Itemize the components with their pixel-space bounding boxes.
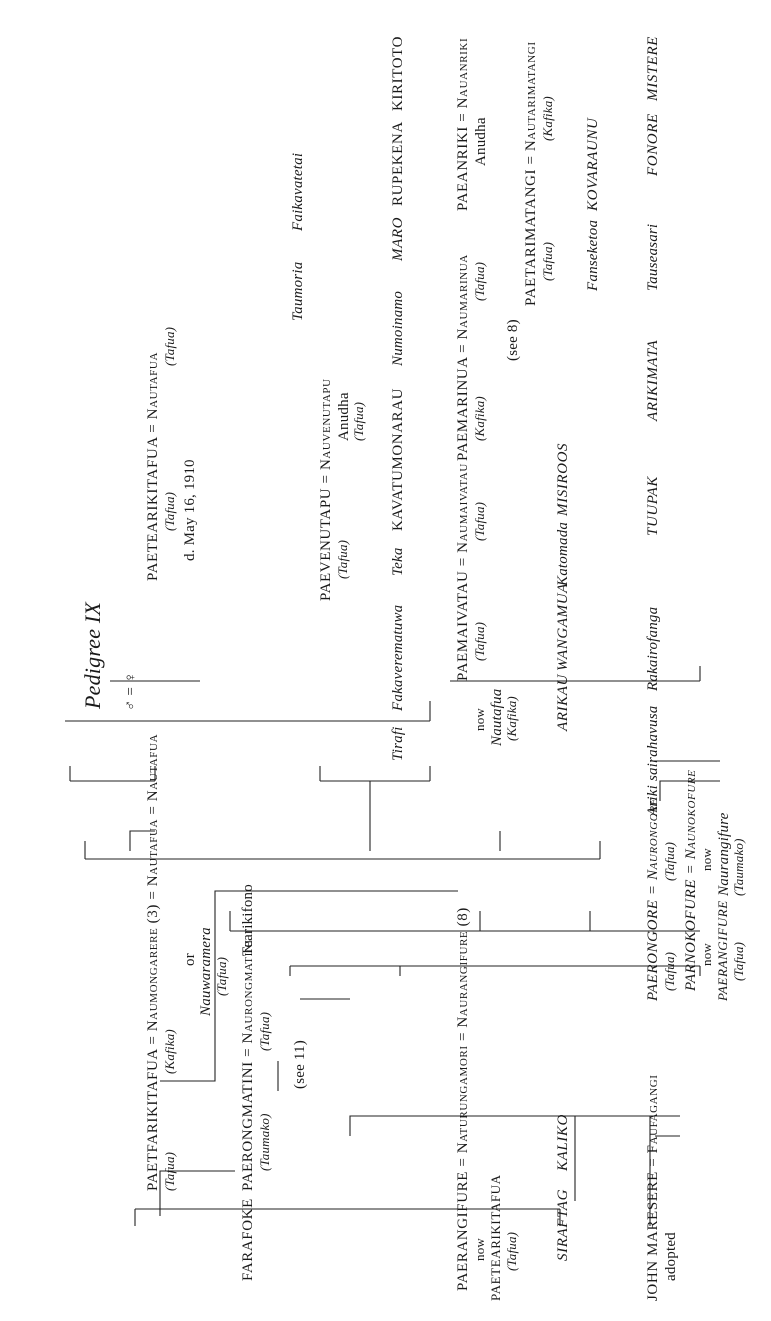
- g5-adopted: adopted: [663, 1232, 679, 1281]
- g1-died: d. May 16, 1910: [182, 459, 198, 561]
- g1-right: PAETEARIKITAFUA = Nautafua: [145, 352, 161, 581]
- g3-paemaivatau: PAEMAIVATAU = Naumaivatau: [455, 463, 471, 681]
- g3-nautafua2: Nautafua: [489, 688, 505, 746]
- g5-naurangifure2-clan: (Taumako): [731, 838, 746, 896]
- g3-paeanriki: PAEANRIKI = Nauanriki: [455, 37, 471, 211]
- g3-now2: now: [472, 708, 487, 731]
- g5-tauseasari: Tauseasari: [645, 223, 661, 291]
- g5-fonore: FONORE: [645, 113, 661, 176]
- g4-misiroos: MISIROOS: [555, 442, 571, 516]
- g3-paemar-clan1: (Kafika): [472, 396, 487, 441]
- g3-nautafua2-clan: (Kafika): [504, 696, 519, 741]
- g3-maro: MARO: [390, 216, 406, 261]
- g5-naurangifure2: Naurangifure: [716, 812, 732, 896]
- g4-kovaraunu: KOVARAUNU: [585, 117, 601, 211]
- g3-tirafi: Tirafi: [390, 726, 406, 761]
- g5-now4: now: [699, 848, 714, 871]
- g1-right-descent: [575, 1116, 680, 1201]
- g5-paerangifure2: PAERANGIFURE: [715, 900, 730, 1001]
- g2-paerong-clan2: (Tafua): [257, 1011, 272, 1051]
- g2-faikavatetai: Faikavatetai: [290, 152, 306, 231]
- g2-paevenutapu: PAEVENUTAPU = Nauvenutapu: [318, 378, 334, 601]
- g3-anudha2: Anudha: [473, 117, 489, 166]
- g2-paevenu-clan1: (Tafua): [335, 539, 350, 579]
- g4-arikau: ARIKAU: [555, 674, 571, 731]
- g3-now1: now: [472, 1238, 487, 1261]
- g3-see8: (see 8): [505, 319, 521, 361]
- g1-left-clan: (Tafua): [162, 1151, 177, 1191]
- g1-right-bar: [350, 1116, 640, 1136]
- g3-paemai-clan1: (Tafua): [472, 621, 487, 661]
- g3-numoinamo: Numoinamo: [390, 290, 406, 366]
- g1-or: or: [182, 953, 198, 966]
- g4-wangamua: WANGAMUA: [555, 583, 571, 671]
- g3-paemai-clan2: (Tafua): [472, 501, 487, 541]
- g3-paetari-clan2: (Kafika): [540, 96, 555, 141]
- g3-paetearikitafua2: PAETEARIKITAFUA: [488, 1174, 503, 1301]
- g2-farafoke: FARAFOKE: [240, 1198, 256, 1281]
- g2-paerong-clan1: (Taumako): [257, 1113, 272, 1171]
- g1-right-clan2: (Tafua): [162, 326, 177, 366]
- pedigree-title: Pedigree IX: [80, 601, 105, 709]
- g5-paerangifure2-clan: (Tafua): [731, 941, 746, 981]
- g1-alt: Nauwaramera: [198, 927, 214, 1016]
- g5-rakairofanga: Rakairofanga: [645, 606, 661, 691]
- g3-paemar-clan2: (Tafua): [472, 261, 487, 301]
- g3-kiritoto: KIRITOTO: [390, 35, 406, 111]
- g3-p-clan: (Tafua): [504, 1231, 519, 1271]
- g5-paerongore: PAERONGORE = Naurongore: [645, 798, 661, 1001]
- g4-katomada: Katomada: [555, 521, 571, 586]
- g5-tuupak: TUUPAK: [645, 475, 661, 536]
- g1-left: PAETFARIKITAFUA = Naumongarere (3) = Nautafua = Nautafua: [145, 733, 161, 1191]
- g5-paerongore-clan1: (Tafua): [662, 951, 677, 991]
- g5-parnokofure: PARNOKOFURE = Naunokofure: [683, 769, 699, 991]
- g5-paerongore-clan2: (Tafua): [662, 841, 677, 881]
- g3-paetari-clan1: (Tafua): [540, 241, 555, 281]
- g1-mid-clan: (Kafika): [162, 1029, 177, 1074]
- g3-paetarimatangi: PAETARIMATANGI = Nautarimatangi: [523, 41, 539, 306]
- g5-arikimata: ARIKIMATA: [645, 339, 661, 421]
- g5-john: JOHN MARESERE = Faufagangi: [645, 1074, 661, 1301]
- g2-taumoria: Taumoria: [290, 261, 306, 321]
- g5-arikisairahavusa: Ariki sairahavusa: [645, 705, 661, 816]
- head-symbols: ♂ = ♀: [123, 671, 139, 711]
- g2-paerongmatini: PAERONGMATINI = Naurongmatini: [240, 939, 256, 1191]
- g3-fakaverematuwa: Fakaverematuwa: [390, 604, 406, 711]
- g3-teka: Teka: [390, 547, 406, 576]
- g5-mistere: MISTERE: [645, 35, 661, 101]
- g2-anudha1: Anudha: [336, 392, 352, 441]
- g4-kaliko: KALIKO: [555, 1114, 571, 1171]
- g3-rupekena: RUPEKENA: [390, 121, 406, 206]
- g4-fanseketoa: Fanseketoa: [585, 219, 601, 291]
- g4-siraftag: SIRAFTAG: [555, 1188, 571, 1261]
- g1-alt-clan: (Tafua): [214, 956, 229, 996]
- g3-paerangifure: PAERANGIFURE = Naturungamori = Naurangifure (8): [455, 907, 471, 1291]
- g1-right-clan1: (Tafua): [162, 491, 177, 531]
- g2-tearikifono: Tearikifono: [240, 884, 256, 956]
- g3-kavatumonarau: KAVATUMONARAU: [390, 387, 406, 531]
- g2-see11: (see 11): [292, 1040, 308, 1089]
- g5-now3: now: [699, 943, 714, 966]
- g3-paemarinua: PAEMARINUA = Naumarinua: [455, 254, 471, 461]
- g2-paevenu-clan2: (Tafua): [351, 401, 366, 441]
